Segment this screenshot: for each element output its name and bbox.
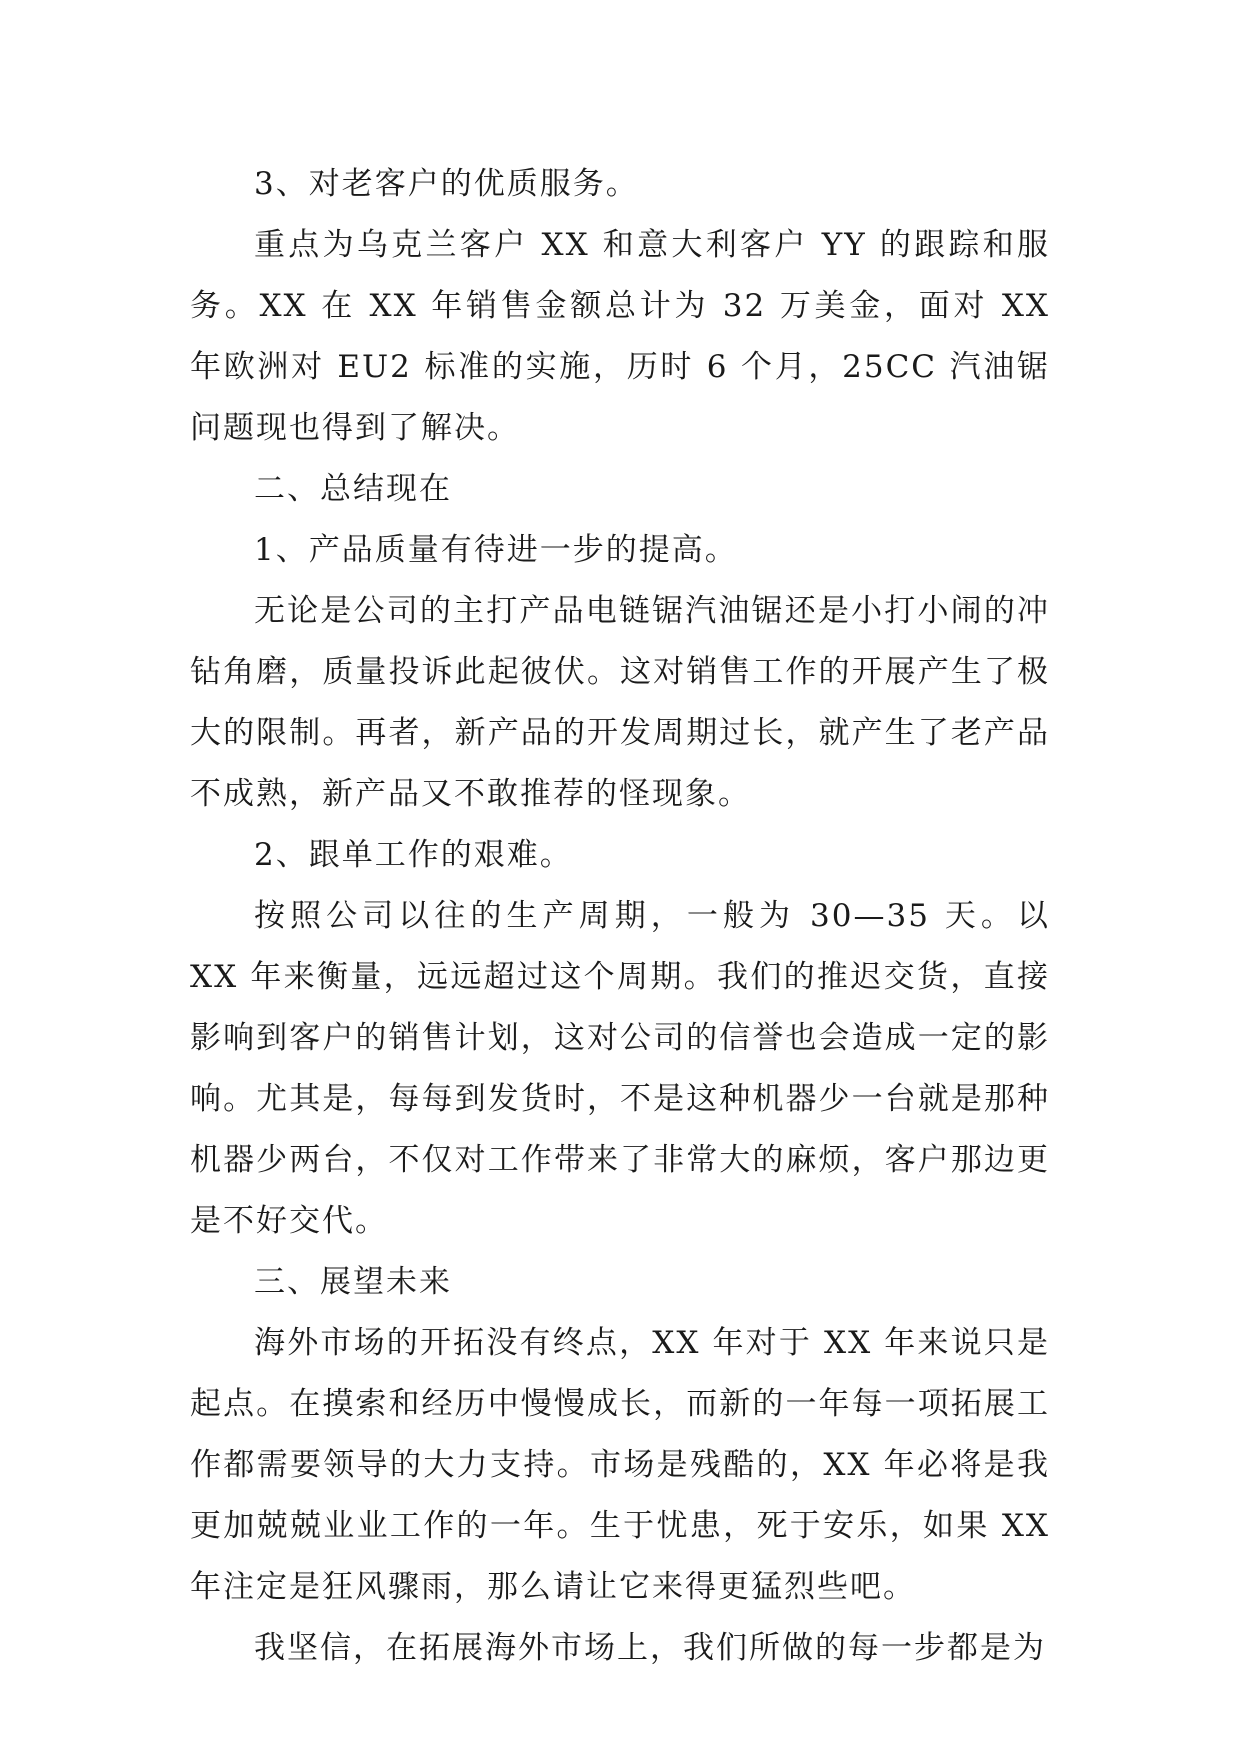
subheading-order-following: 2、跟单工作的艰难。 xyxy=(254,837,573,873)
document-body xyxy=(190,154,1050,1679)
section-heading-outlook: 三、展望未来 xyxy=(254,1264,452,1300)
section-heading-summary-present: 二、总结现在 xyxy=(254,471,452,507)
paragraph-key-customers: 重点为乌克兰客户 XX 和意大利客户 YY 的跟踪和服务。XX 在 XX 年销售金额总计为 32 万美金，面对 XX 年欧洲对 EU2 标准的实施，历时 6 个月，25CC 汽油锯问题现也得到了解决。 xyxy=(190,227,1050,446)
paragraph-quality-complaints: 无论是公司的主打产品电链锯汽油锯还是小打小闹的冲钻角磨，质量投诉此起彼伏。这对销售工作的开展产生了极大的限制。再者，新产品的开发周期过长，就产生了老产品不成熟，新产品又不敢推荐的怪现象。 xyxy=(190,593,1050,812)
paragraph-production-cycle: 按照公司以往的生产周期，一般为 30—35 天。以 XX 年来衡量，远远超过这个周期。我们的推迟交货，直接影响到客户的销售计划，这对公司的信誉也会造成一定的影响。尤其是，每每到发货时，不是这种机器少一台就是那种机器少两台，不仅对工作带来了非常大的麻烦，客户那边更是不好交代。 xyxy=(190,898,1050,1239)
subheading-old-customer-service: 3、对老客户的优质服务。 xyxy=(254,166,639,202)
paragraph-belief: 我坚信，在拓展海外市场上，我们所做的每一步都是为 xyxy=(254,1630,1046,1666)
subheading-product-quality: 1、产品质量有待进一步的提高。 xyxy=(254,532,738,568)
paragraph-overseas-market: 海外市场的开拓没有终点，XX 年对于 XX 年来说只是起点。在摸索和经历中慢慢成长，而新的一年每一项拓展工作都需要领导的大力支持。市场是残酷的，XX 年必将是我更加兢兢业业工作的一年。生于忧患，死于安乐，如果 XX 年注定是狂风骤雨，那么请让它来得更猛烈些吧。 xyxy=(190,1325,1050,1605)
